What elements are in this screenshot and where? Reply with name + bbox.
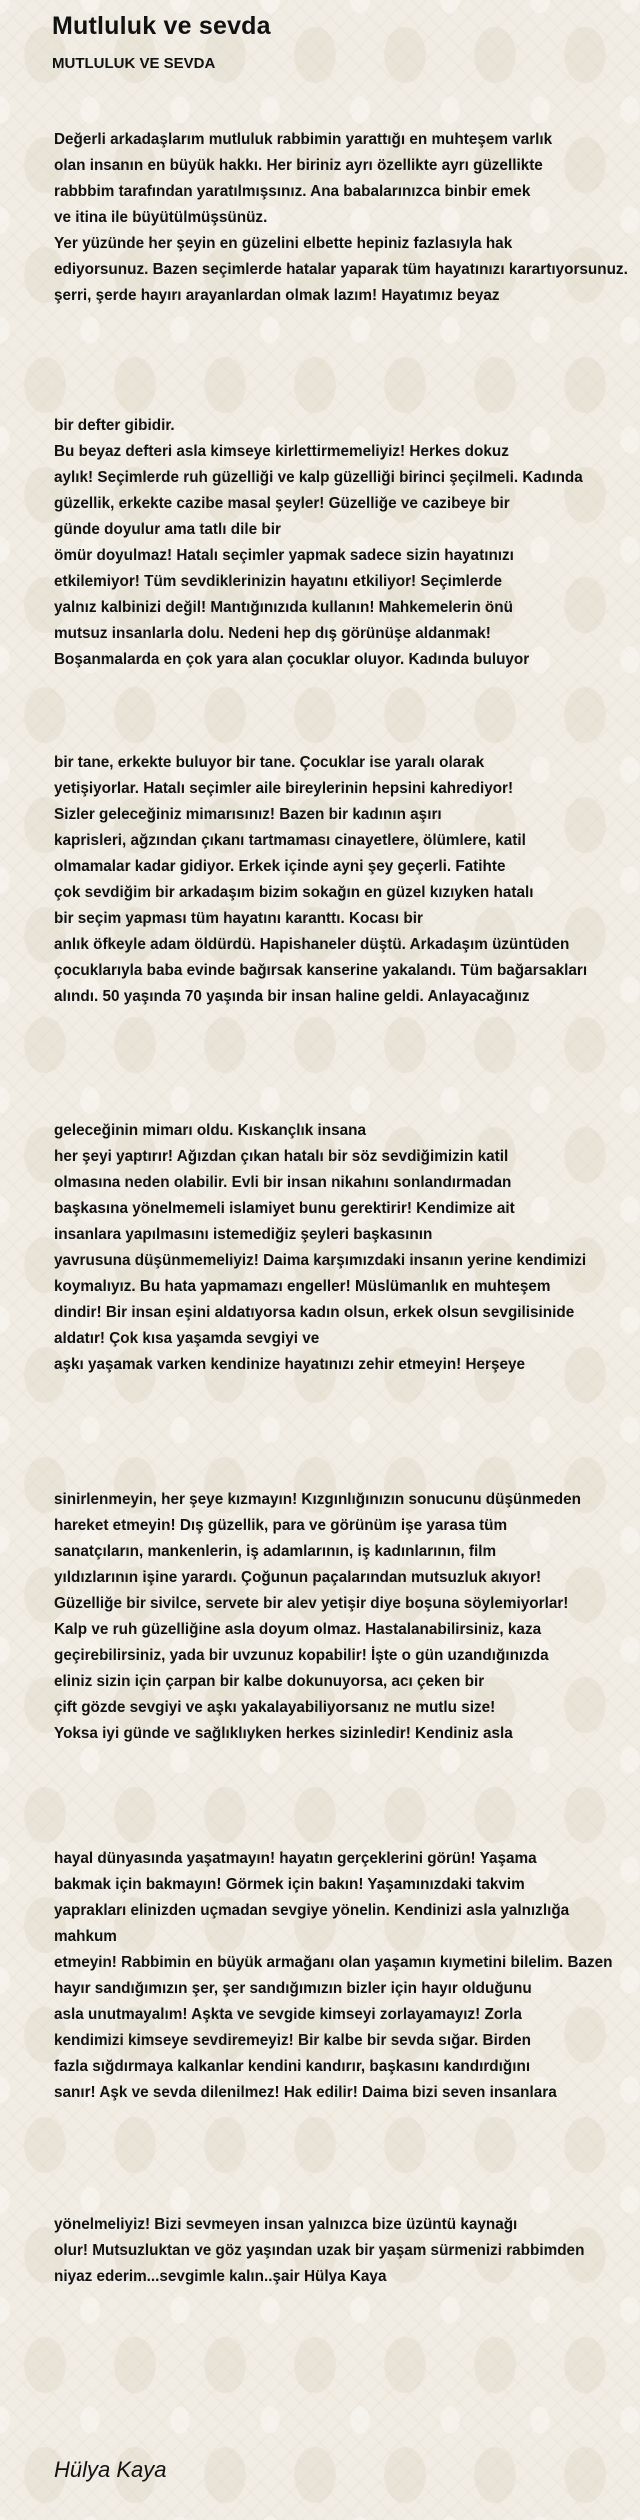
poem-line: kaprisleri, ağzından çıkanı tartmaması cinayetlere, ölümlere, katil	[54, 832, 526, 849]
poem-line: yetişiyorlar. Hatalı seçimler aile bireylerinin hepsini kahrediyor!	[54, 780, 514, 797]
poem-line: olmasına neden olabilir. Evli bir insan nikahını sonlandırmadan	[54, 1174, 512, 1191]
poem-line: aşkı yaşamak varken kendinize hayatınızı zehir etmeyin! Herşeye	[54, 1356, 526, 1373]
poem-line: şerri, şerde hayırı arayanlardan olmak lazım! Hayatımız beyaz	[54, 287, 500, 304]
poem-line: bir defter gibidir.	[54, 417, 175, 434]
author-name: Hülya Kaya	[54, 2457, 167, 2482]
poem-stanza	[54, 1118, 586, 1378]
poem-stanza	[54, 1487, 581, 1747]
poem-stanza	[54, 2212, 584, 2290]
poem-line: Boşanmalarda en çok yara alan çocuklar oluyor. Kadında buluyor	[54, 651, 530, 668]
poem-line: bakmak için bakmayın! Görmek için bakın! Yaşamınızdaki takvim	[54, 1876, 525, 1893]
poem-line: yavrusuna düşünmemeliyiz! Daima karşımızdaki insanın yerine kendimizi	[54, 1252, 587, 1269]
poem-line: çocuklarıyla baba evinde bağırsak kanserine yakalandı. Tüm bağarsakları	[54, 962, 588, 979]
poem-line: her şeyi yaptırır! Ağızdan çıkan hatalı bir söz sevdiğimizin katil	[54, 1148, 509, 1165]
poem-line: ve itina ile büyütülmüşsünüz.	[54, 209, 268, 226]
poem-stanza	[54, 127, 628, 309]
poem-line: çift gözde sevgiyi ve aşkı yakalayabiliyorsanız ne mutlu size!	[54, 1699, 496, 1716]
poem-line: anlık öfkeyle adam öldürdü. Hapishaneler düştü. Arkadaşım üzüntüden	[54, 936, 570, 953]
poem-line: geçirebilirsiniz, yada bir uvzunuz kopabilir! İşte o gün uzandığınızda	[54, 1647, 549, 1664]
poem-line: fazla sığdırmaya kalkanlar kendini kandırır, başkasını kandırdığını	[54, 2058, 531, 2075]
poem-line: koymalıyız. Bu hata yapmamazı engeller! Müslümanlık en muhteşem	[54, 1278, 551, 1295]
poem-line: sinirlenmeyin, her şeye kızmayın! Kızgınlığınızın sonucunu düşünmeden	[54, 1491, 581, 1508]
poem-line: yalnız kalbinizi değil! Mantığınızıda kullanın! Mahkemelerin önü	[54, 599, 513, 616]
poem-line: asla unutmayalım! Aşkta ve sevgide kimseyi zorlayamayız! Zorla	[54, 2006, 522, 2023]
poem-line: günde doyulur ama tatlı dile bir	[54, 521, 281, 538]
poem-line: olan insanın en büyük hakkı. Her biriniz ayrı özellikte ayrı güzellikte	[54, 157, 543, 174]
poem-line: yıldızlarının işine yarardı. Çoğunun paçalarından mutsuzluk akıyor!	[54, 1569, 542, 1586]
poem-line: Kalp ve ruh güzelliğine asla doyum olmaz. Hastalanabilirsiniz, kaza	[54, 1621, 542, 1638]
poem-line: olmamalar kadar gidiyor. Erkek içinde ayni şey geçerli. Fatihte	[54, 858, 506, 875]
poem-line: mahkum	[54, 1928, 117, 1945]
poem-line: insanlara yapılmasını istemediğiz şeyleri başkasının	[54, 1226, 433, 1243]
poem-line: rabbbim tarafından yaratılmışsınız. Ana babalarınızca binbir emek	[54, 183, 531, 200]
poem-line: alındı. 50 yaşında 70 yaşında bir insan haline geldi. Anlayacağınız	[54, 988, 530, 1005]
poem-line: sanır! Aşk ve sevda dilenilmez! Hak edilir! Daima bizi seven insanlara	[54, 2084, 557, 2101]
poem-stanza	[54, 1846, 613, 2106]
poem-line: Yer yüzünde her şeyin en güzelini elbette hepiniz fazlasıyla hak	[54, 235, 513, 252]
poem-line: sanatçıların, mankenlerin, iş adamlarının, iş kadınlarının, film	[54, 1543, 497, 1560]
poem-line: dindir! Bir insan eşini aldatıyorsa kadın olsun, erkek olsun sevgilisinide	[54, 1304, 575, 1321]
poem-line: bir seçim yapması tüm hayatını karanttı. Kocası bir	[54, 910, 423, 927]
poem-line: olur! Mutsuzluktan ve göz yaşından uzak bir yaşam sürmenizi rabbimden	[54, 2242, 585, 2259]
poem-line: bir tane, erkekte buluyor bir tane. Çocuklar ise yaralı olarak	[54, 754, 485, 771]
poem-stanza	[54, 750, 587, 1010]
poem-line: hareket etmeyin! Dış güzellik, para ve görünüm işe yarasa tüm	[54, 1517, 508, 1534]
poem-line: yönelmeliyiz! Bizi sevmeyen insan yalnızca bize üzüntü kaynağı	[54, 2216, 518, 2233]
poem-line: Değerli arkadaşlarım mutluluk rabbimin yarattığı en muhteşem varlık	[54, 131, 553, 148]
poem-line: başkasına yönelmemeli islamiyet bunu gerektirir! Kendimize ait	[54, 1200, 515, 1217]
poem-line: Bu beyaz defteri asla kimseye kirlettirmemeliyiz! Herkes dokuz	[54, 443, 509, 460]
poem-stanza	[54, 413, 583, 673]
poem-line: ömür doyulmaz! Hatalı seçimler yapmak sadece sizin hayatınızı	[54, 547, 514, 564]
poem-line: çok sevdiğim bir arkadaşım bizim sokağın en güzel kızıyken hatalı	[54, 884, 534, 901]
poem-line: Sizler geleceğiniz mimarısınız! Bazen bir kadının aşırı	[54, 806, 442, 823]
page-title: Mutluluk ve sevda	[52, 12, 271, 40]
poem-line: geleceğinin mimarı oldu. Kıskançlık insana	[54, 1122, 366, 1139]
poem-subtitle: MUTLULUK VE SEVDA	[52, 55, 216, 72]
poem-line: eliniz sizin için çarpan bir kalbe dokunuyorsa, acı çeken bir	[54, 1673, 485, 1690]
poem-line: yaprakları elinizden uçmadan sevgiye yönelin. Kendinizi asla yalnızlığa	[54, 1902, 570, 1919]
poem-line: Yoksa iyi günde ve sağlıklıyken herkes sizinledir! Kendiniz asla	[54, 1725, 513, 1742]
poem-line: kendimizi kimseye sevdiremeyiz! Bir kalbe bir sevda sığar. Birden	[54, 2032, 531, 2049]
poem-line: hayır sandığımızın şer, şer sandığımızın bizler için hayır olduğunu	[54, 1980, 532, 1997]
poem-line: aldatır! Çok kısa yaşamda sevgiyi ve	[54, 1330, 320, 1347]
poem-line: ediyorsunuz. Bazen seçimlerde hatalar yaparak tüm hayatınızı karartıyorsunuz.	[54, 261, 628, 278]
poem-line: Güzelliğe bir sivilce, servete bir alev yetişir diye boşuna söylemiyorlar!	[54, 1595, 569, 1612]
poem-line: mutsuz insanlarla dolu. Nedeni hep dış görünüşe aldanmak!	[54, 625, 491, 642]
poem-line: etmeyin! Rabbimin en büyük armağanı olan yaşamın kıymetini bilelim. Bazen	[54, 1954, 613, 1971]
poem-line: etkilemiyor! Tüm sevdiklerinizin hayatını etkiliyor! Seçimlerde	[54, 573, 503, 590]
poem-line: güzellik, erkekte cazibe masal şeyler! Güzelliğe ve cazibeye bir	[54, 495, 510, 512]
poem-line: niyaz ederim...sevgimle kalın..şair Hülya Kaya	[54, 2268, 387, 2285]
poem-line: hayal dünyasında yaşatmayın! hayatın gerçeklerini görün! Yaşama	[54, 1850, 537, 1867]
poem-line: aylık! Seçimlerde ruh güzelliği ve kalp güzelliği birinci şeçilmeli. Kadında	[54, 469, 583, 486]
